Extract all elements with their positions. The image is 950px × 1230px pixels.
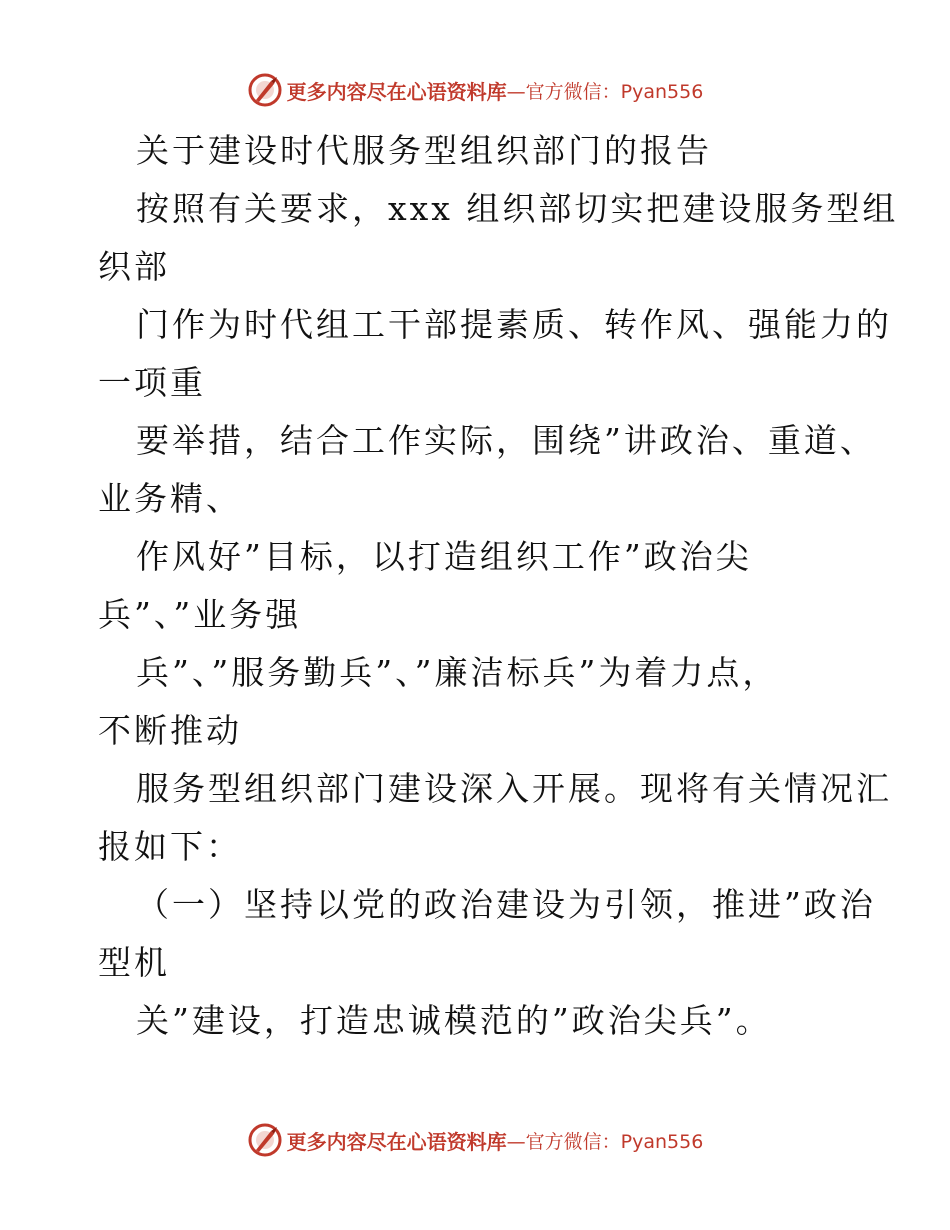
paragraph-line: 业务精、 bbox=[98, 479, 242, 518]
paragraph-line: 兵”、”服务勤兵”、”廉洁标兵”为着力点， bbox=[136, 653, 779, 692]
quill-logo-icon bbox=[247, 72, 283, 108]
section-heading-line: （一）坚持以党的政治建设为引领，推进”政治 bbox=[136, 885, 876, 924]
banner-title: 更多内容尽在心语资料库 bbox=[286, 79, 507, 104]
paragraph-line: 兵”、”业务强 bbox=[98, 595, 302, 634]
banner-contact: —官方微信：Pyan556 bbox=[506, 1130, 704, 1153]
paragraph-line: 一项重 bbox=[98, 363, 206, 402]
document-body bbox=[98, 122, 899, 1050]
paragraph-line: 报如下： bbox=[98, 827, 242, 866]
paragraph-line: 要举措，结合工作实际，围绕”讲政治、重道、 bbox=[136, 421, 876, 460]
paragraph-line: 织部 bbox=[98, 247, 170, 286]
footer-banner-content bbox=[247, 1122, 704, 1158]
header-banner-content bbox=[247, 72, 704, 108]
section-heading-line: 型机 bbox=[98, 943, 170, 982]
header-watermark-banner bbox=[0, 70, 950, 110]
section-heading-line: 关”建设，打造忠诚模范的”政治尖兵”。 bbox=[136, 1001, 772, 1040]
paragraph-line: 服务型组织部门建设深入开展。现将有关情况汇 bbox=[136, 769, 892, 808]
banner-contact: —官方微信：Pyan556 bbox=[506, 80, 704, 103]
paragraph-line: 不断推动 bbox=[98, 711, 242, 750]
document-title: 关于建设时代服务型组织部门的报告 bbox=[136, 131, 712, 170]
paragraph-line: 门作为时代组工干部提素质、转作风、强能力的 bbox=[136, 305, 892, 344]
quill-logo-icon bbox=[247, 1122, 283, 1158]
paragraph-line: 按照有关要求，xxx 组织部切实把建设服务型组 bbox=[136, 189, 899, 228]
paragraph-line: 作风好”目标，以打造组织工作”政治尖 bbox=[136, 537, 752, 576]
banner-title: 更多内容尽在心语资料库 bbox=[286, 1129, 507, 1154]
footer-watermark-banner bbox=[0, 1120, 950, 1160]
